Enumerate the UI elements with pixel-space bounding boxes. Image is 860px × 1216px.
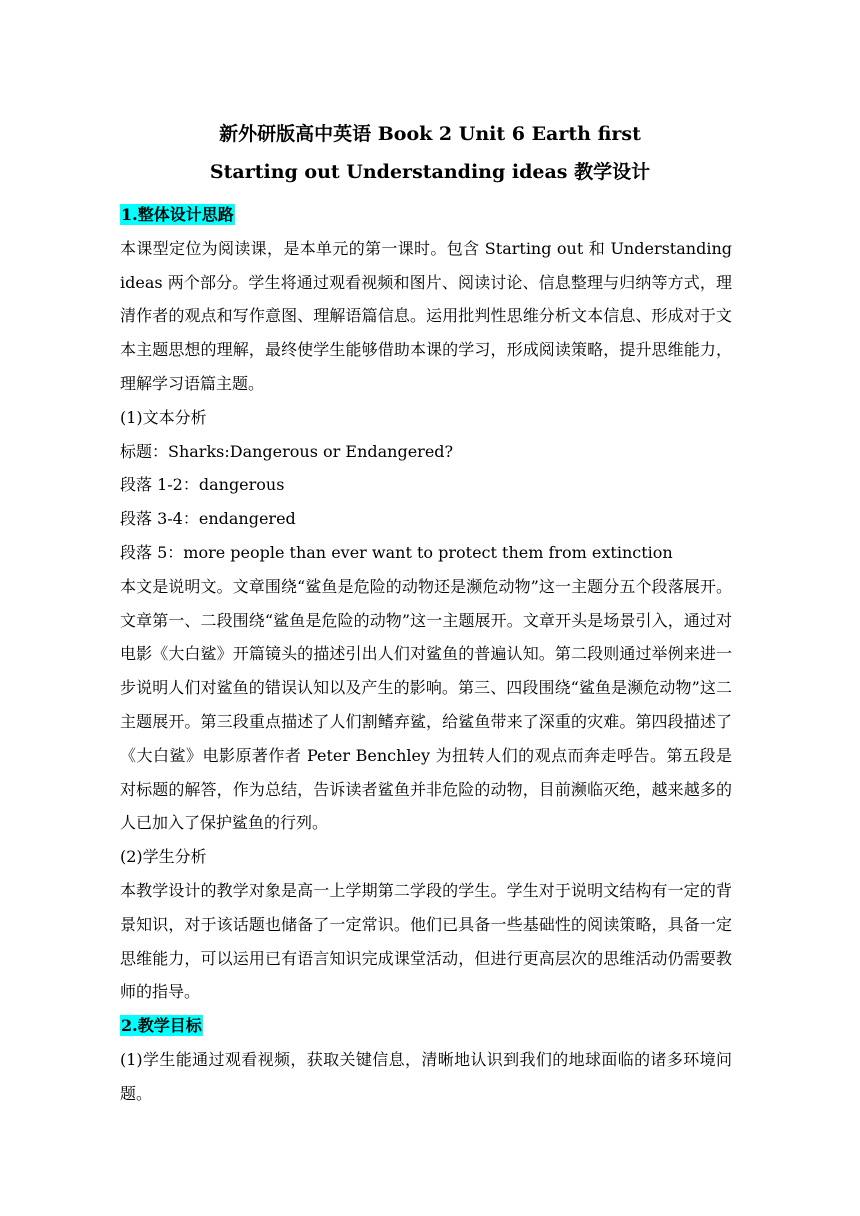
student-analysis-paragraph: 本教学设计的教学对象是高一上学期第二学段的学生。学生对于说明文结构有一定的背景知识，对于该话题也储备了一定常识。他们已具备一些基础性的阅读策略，具备一定思维能力，可以运用已有语言知识完成课堂活动，但进行更高层次的思维活动仍需要教师的指导。	[120, 880, 732, 1002]
document-body	[120, 198, 732, 1111]
teaching-goal-1-paragraph: (1)学生能通过观看视频，获取关键信息，清晰地认识到我们的地球面临的诸多环境问题。	[120, 1049, 732, 1103]
paragraph-5-line: 段落 5：more people than ever want to protect them from extinction	[120, 542, 673, 562]
document-title: 新外研版高中英语 Book 2 Unit 6 Earth first	[219, 123, 641, 145]
section-heading-teaching-goals: 2.教学目标	[121, 1016, 202, 1036]
design-intro-paragraph: 本课型定位为阅读课，是本单元的第一课时。包含 Starting out 和 Understanding ideas 两个部分。学生将通过观看视频和图片、阅读讨论、信息整理与归纳等方式，理清作者的观点和写作意图、理解语篇信息。运用批判性思维分析文本信息、形成对于文本主题思想的理解，最终使学生能够借助本课的学习，形成阅读策略，提升思维能力，理解学习语篇主题。	[120, 238, 732, 393]
text-analysis-paragraph: 本文是说明文。文章围绕“鲨鱼是危险的动物还是濒危动物”这一主题分五个段落展开。文章第一、二段围绕“鲨鱼是危险的动物”这一主题展开。文章开头是场景引入，通过对电影《大白鲨》开篇镜头的描述引出人们对鲨鱼的普遍认知。第二段则通过举例来进一步说明人们对鲨鱼的错误认知以及产生的影响。第三、四段围绕“鲨鱼是濒危动物”这二主题展开。第三段重点描述了人们割鳍弃鲨，给鲨鱼带来了深重的灾难。第四段描述了《大白鲨》电影原著作者 Peter Benchley 为扭转人们的观点而奔走呼告。第五段是对标题的解答，作为总结，告诉读者鲨鱼并非危险的动物，目前濒临灭绝，越来越多的人已加入了保护鲨鱼的行列。	[120, 576, 732, 833]
paragraph-1-2-line: 段落 1-2：dangerous	[120, 475, 285, 495]
section-heading-design-idea: 1.整体设计思路	[121, 205, 234, 224]
text-title-line: 标题：Sharks:Dangerous or Endangered?	[120, 441, 454, 461]
document-subtitle: Starting out Understanding ideas 教学设计	[209, 161, 651, 183]
student-analysis-subheading: (2)学生分析	[120, 847, 207, 867]
paragraph-3-4-line: 段落 3-4：endangered	[120, 509, 296, 529]
text-analysis-subheading: (1)文本分析	[120, 407, 207, 427]
